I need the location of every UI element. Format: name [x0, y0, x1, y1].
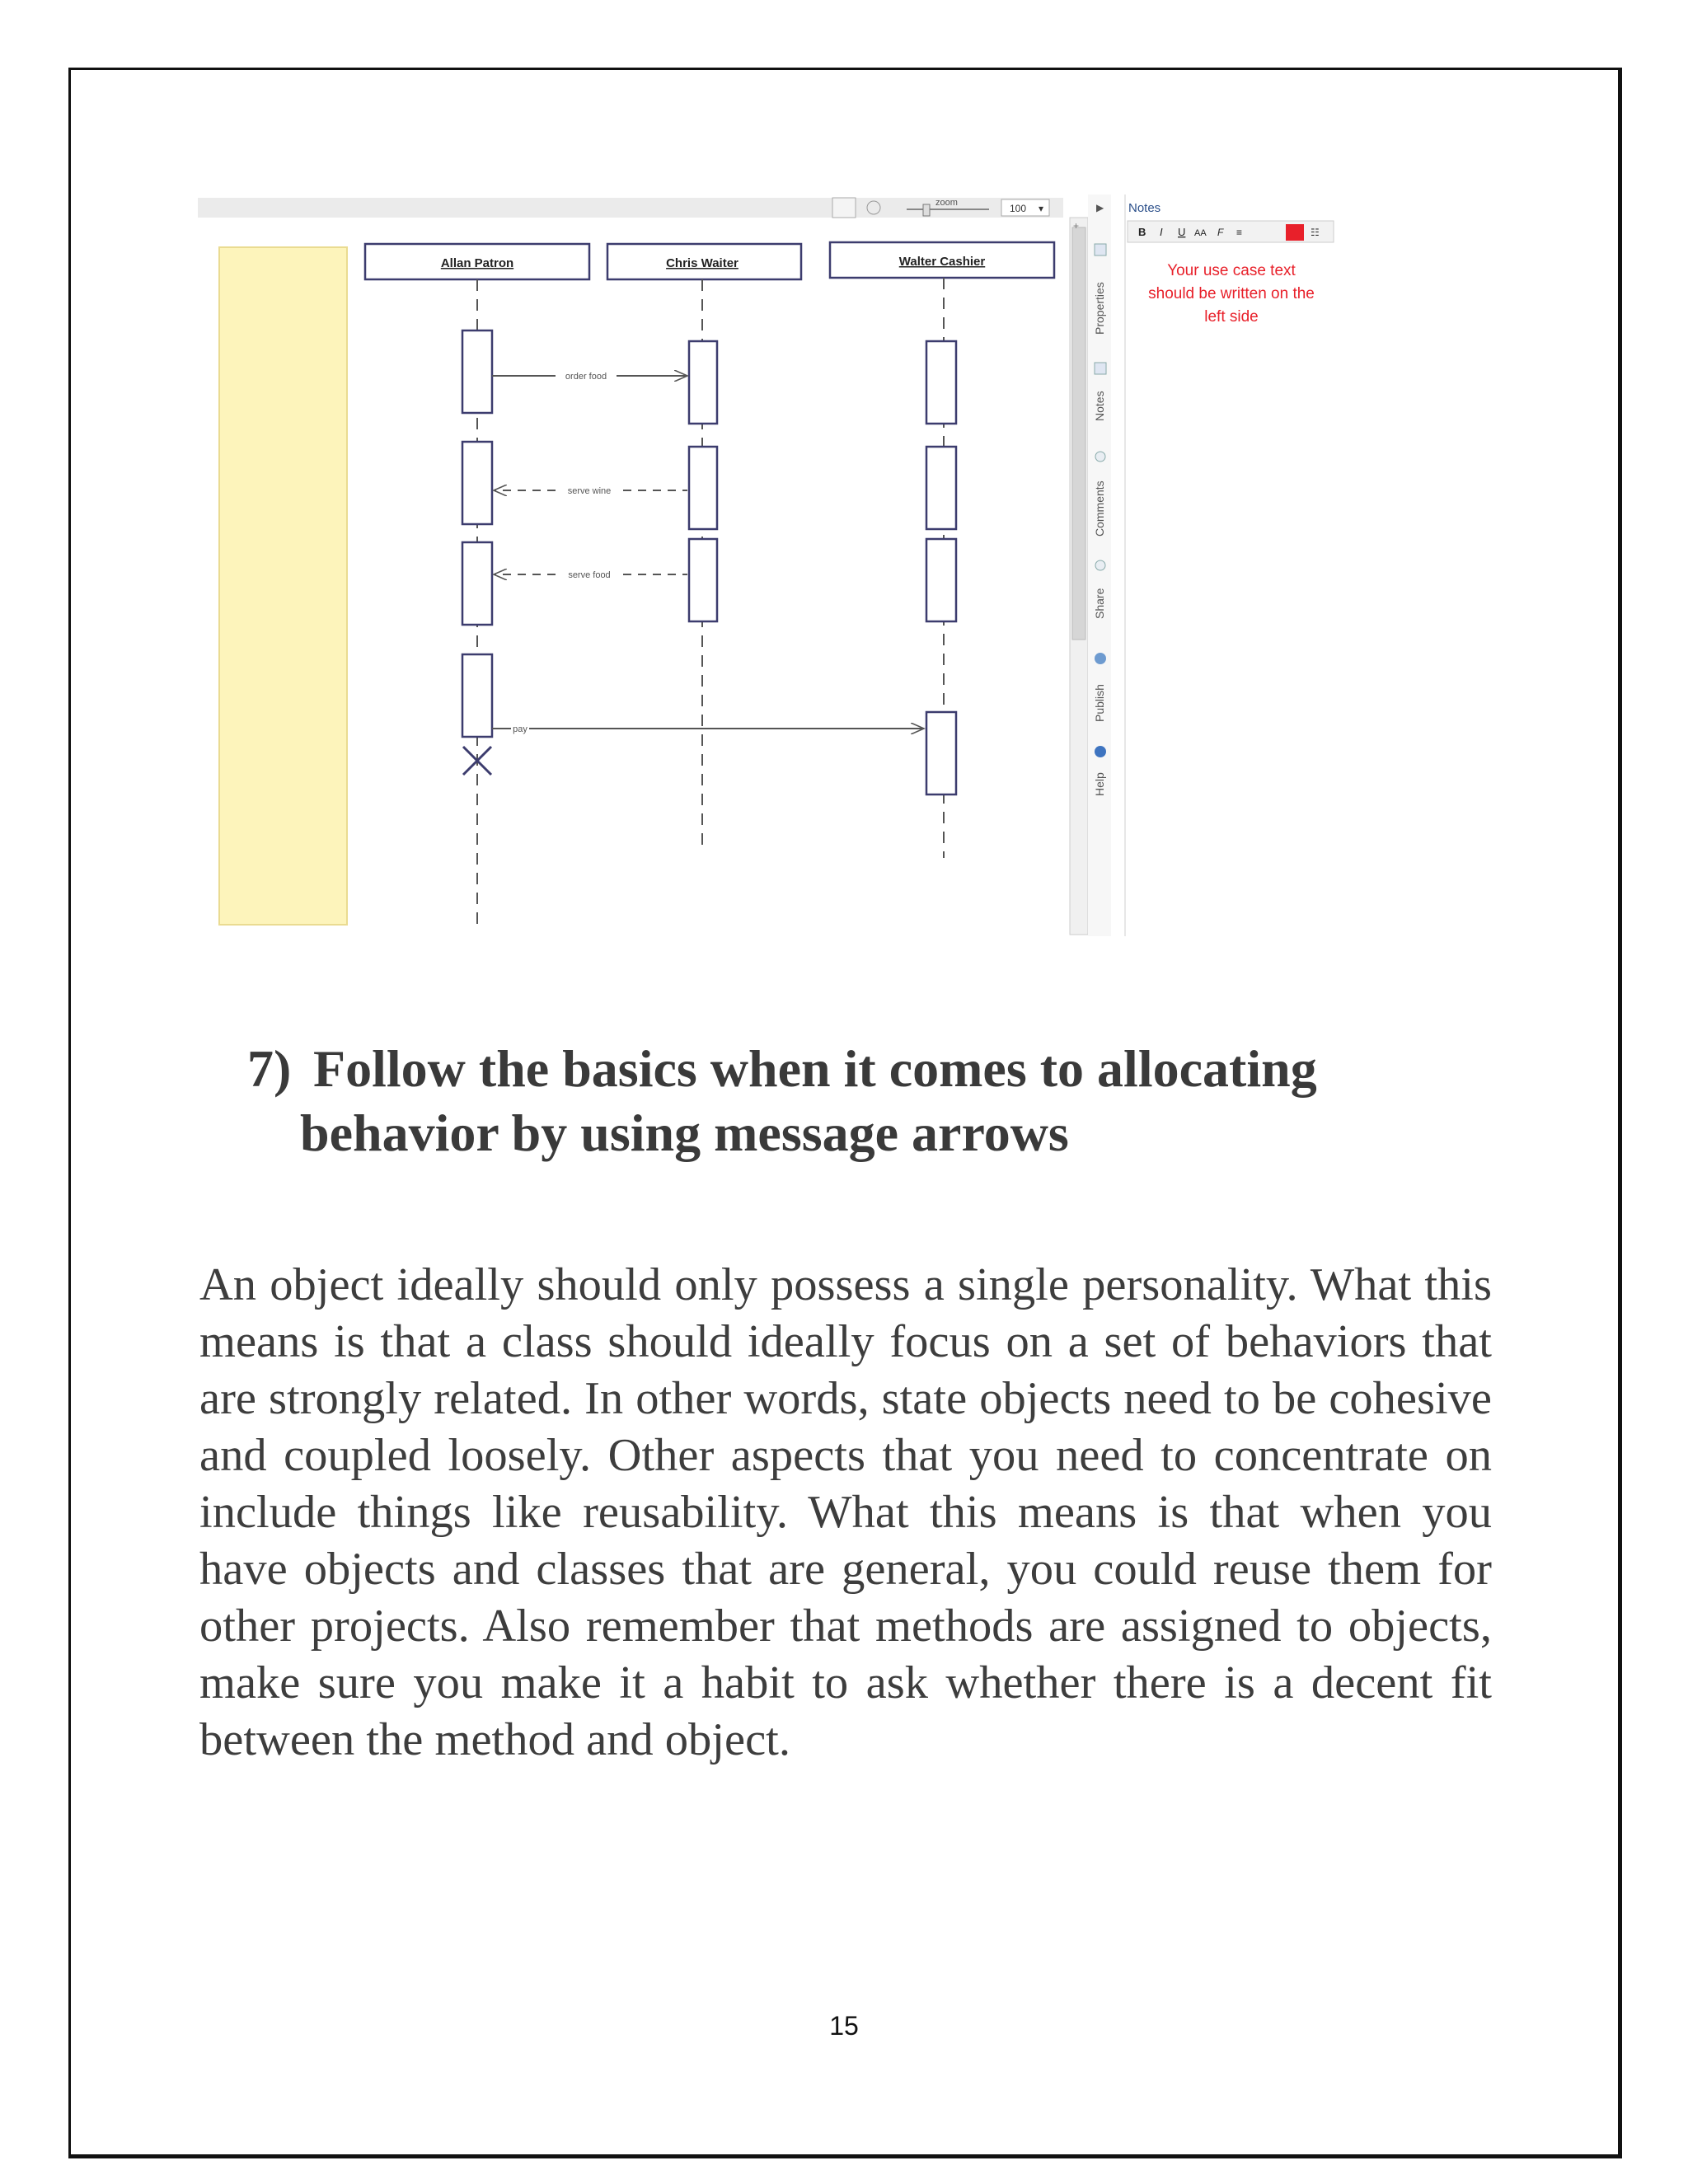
- activation-box[interactable]: [926, 447, 956, 529]
- activation-box[interactable]: [689, 447, 717, 529]
- lifeline-header-chris[interactable]: [607, 244, 801, 279]
- message-pay[interactable]: [492, 724, 924, 734]
- message-order-food[interactable]: [492, 372, 687, 382]
- section-title-line2: behavior by using message arrows: [300, 1104, 1069, 1162]
- zoom-label: zoom: [935, 198, 958, 208]
- activation-box[interactable]: [462, 654, 492, 737]
- side-tab-properties[interactable]: Properties: [1093, 282, 1106, 335]
- use-case-text-area[interactable]: [219, 247, 347, 925]
- section-heading: [247, 1037, 1484, 1165]
- activation-box[interactable]: [462, 542, 492, 625]
- message-serve-wine[interactable]: [494, 486, 687, 496]
- align-button[interactable]: ≡: [1236, 227, 1243, 238]
- message-label: serve wine: [567, 486, 612, 496]
- lifeline-header-walter[interactable]: [830, 242, 1054, 278]
- page-number: 15: [829, 2011, 859, 2041]
- lifeline-name: Chris Waiter: [666, 256, 738, 270]
- lifeline-header-allan[interactable]: [365, 244, 589, 279]
- side-tab-share[interactable]: Share: [1093, 588, 1106, 619]
- font-size-button[interactable]: AA: [1194, 228, 1207, 238]
- vertical-scrollbar[interactable]: [1070, 218, 1088, 935]
- notes-panel-title: Notes: [1128, 201, 1161, 215]
- font-button[interactable]: F: [1217, 227, 1224, 238]
- side-tab-publish[interactable]: Publish: [1093, 684, 1106, 722]
- activation-box[interactable]: [689, 341, 717, 424]
- italic-button[interactable]: I: [1160, 226, 1163, 238]
- underline-button[interactable]: U: [1178, 226, 1186, 238]
- comments-icon: [1095, 452, 1105, 462]
- activation-box[interactable]: [462, 442, 492, 524]
- message-label: pay: [513, 724, 528, 734]
- zoom-dropdown-icon[interactable]: ▾: [1039, 203, 1044, 214]
- section-number: 7): [247, 1039, 292, 1098]
- message-serve-food[interactable]: [494, 570, 687, 580]
- diagram-canvas: [198, 194, 1360, 936]
- activation-box[interactable]: [926, 539, 956, 621]
- notes-icon: [1095, 363, 1106, 374]
- side-tab-notes[interactable]: Notes: [1093, 391, 1106, 421]
- canvas-top-strip: [198, 198, 1063, 218]
- lifeline-name: Allan Patron: [440, 256, 514, 270]
- scrollbar-thumb[interactable]: [1072, 227, 1085, 640]
- notes-text-line: Your use case text: [1167, 262, 1296, 279]
- collapse-panel-icon[interactable]: ▶: [1096, 202, 1104, 213]
- destroy-marker-icon: [463, 747, 491, 775]
- notes-text-line: left side: [1204, 308, 1259, 326]
- side-tab-bar: [1088, 194, 1111, 936]
- text-color-button[interactable]: [1286, 224, 1304, 241]
- share-icon: [1095, 560, 1105, 570]
- help-icon: [1095, 746, 1106, 757]
- lifeline-name: Walter Cashier: [898, 255, 986, 269]
- notes-text-line: should be written on the: [1148, 285, 1315, 302]
- activation-box[interactable]: [689, 539, 717, 621]
- select-tool-icon[interactable]: [832, 198, 856, 218]
- notes-panel: [1125, 194, 1334, 936]
- sequence-diagram-screenshot: [198, 194, 1360, 936]
- side-tab-help[interactable]: Help: [1093, 772, 1106, 796]
- publish-icon: [1095, 653, 1106, 664]
- message-label: serve food: [568, 570, 611, 580]
- zoom-slider-thumb[interactable]: [923, 204, 930, 216]
- activation-box[interactable]: [462, 330, 492, 413]
- body-paragraph: An object ideally should only possess a single personality. What this means is that a class should ideally focus on a set of behaviors that are strongly related. In other words, state objects need to be cohesive and coupled loosely. Other aspects that you need to concentrate on include things like reusability. What this means is that when you have objects and classes that are general, you could reuse them for other projects. Also remember that methods are assigned to objects, make sure you make it a habit to ask whether there is a decent fit between the method and object.: [199, 1259, 1492, 1765]
- side-tab-comments[interactable]: Comments: [1093, 480, 1106, 537]
- properties-icon: [1095, 244, 1106, 255]
- activation-box[interactable]: [926, 341, 956, 424]
- scroll-up-icon[interactable]: +: [1073, 220, 1080, 232]
- activation-box[interactable]: [926, 712, 956, 794]
- message-label: order food: [565, 372, 607, 382]
- bold-button[interactable]: B: [1138, 226, 1146, 238]
- section-title-line1: Follow the basics when it comes to allocating: [313, 1039, 1317, 1098]
- list-icon[interactable]: ☷: [1311, 227, 1320, 238]
- zoom-value: 100: [1010, 203, 1027, 214]
